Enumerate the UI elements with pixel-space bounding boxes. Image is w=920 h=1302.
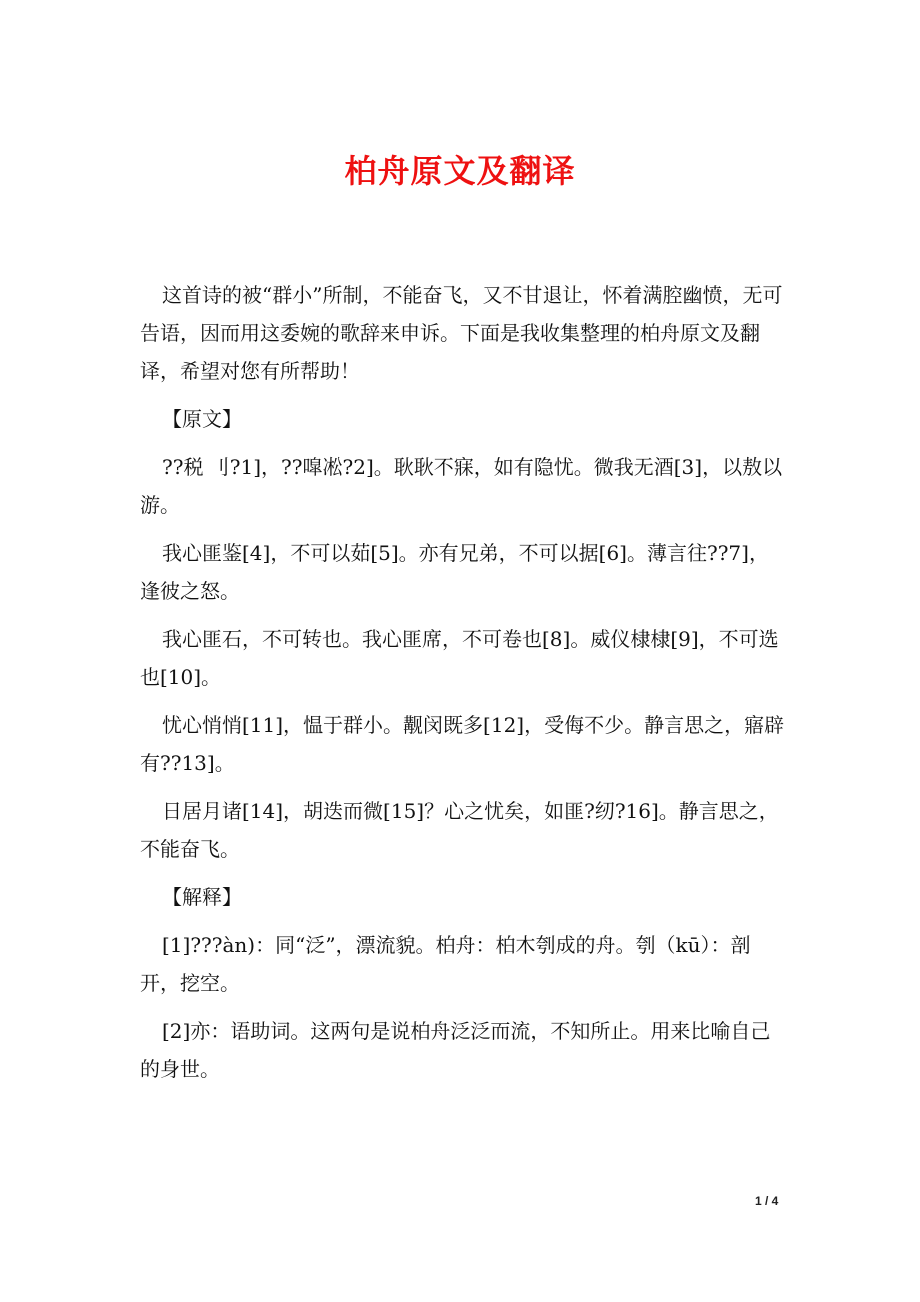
original-paragraph-2: 我心匪鉴[4]，不可以茹[5]。亦有兄弟，不可以据[6]。薄言往??7]，逢彼之怒。 [140,541,769,603]
page-number: 1 / 4 [755,1194,779,1208]
document-title: 柏舟原文及翻译 [344,152,576,190]
original-paragraph-3: 我心匪石，不可转也。我心匪席，不可卷也[8]。威仪棣棣[9]，不可选也[10]。 [140,627,779,689]
intro-paragraph: 这首诗的被“群小”所制，不能奋飞，又不甘退让，怀着满腔幽愤，无可告语，因而用这委婉的歌辞来申诉。下面是我收集整理的柏舟原文及翻译，希望对您有所帮助！ [140,283,783,383]
original-paragraph-4: 忧心悄悄[11]，愠于群小。觏闵既多[12]，受侮不少。静言思之，寤辟有??13]。 [140,713,785,775]
original-text-heading: 【原文】 [162,407,242,431]
original-paragraph-5: 日居月诸[14]，胡迭而微[15]？心之忧矣，如匪?纫?16]。静言思之，不能奋飞。 [140,799,779,861]
note-paragraph-2: [2]亦：语助词。这两句是说柏舟泛泛而流，不知所止。用来比喻自己的身世。 [140,1019,771,1081]
original-paragraph-1: ??税 刂?1]，??噑凇?2]。耿耿不寐，如有隐忧。微我无酒[3]，以敖以游。 [140,455,783,517]
note-paragraph-1: [1]???àn)：同“泛”，漂流貌。柏舟：柏木刳成的舟。刳（kū）：剖开，挖空。 [140,933,751,995]
notes-heading: 【解释】 [162,885,242,909]
document-body [140,276,785,1098]
